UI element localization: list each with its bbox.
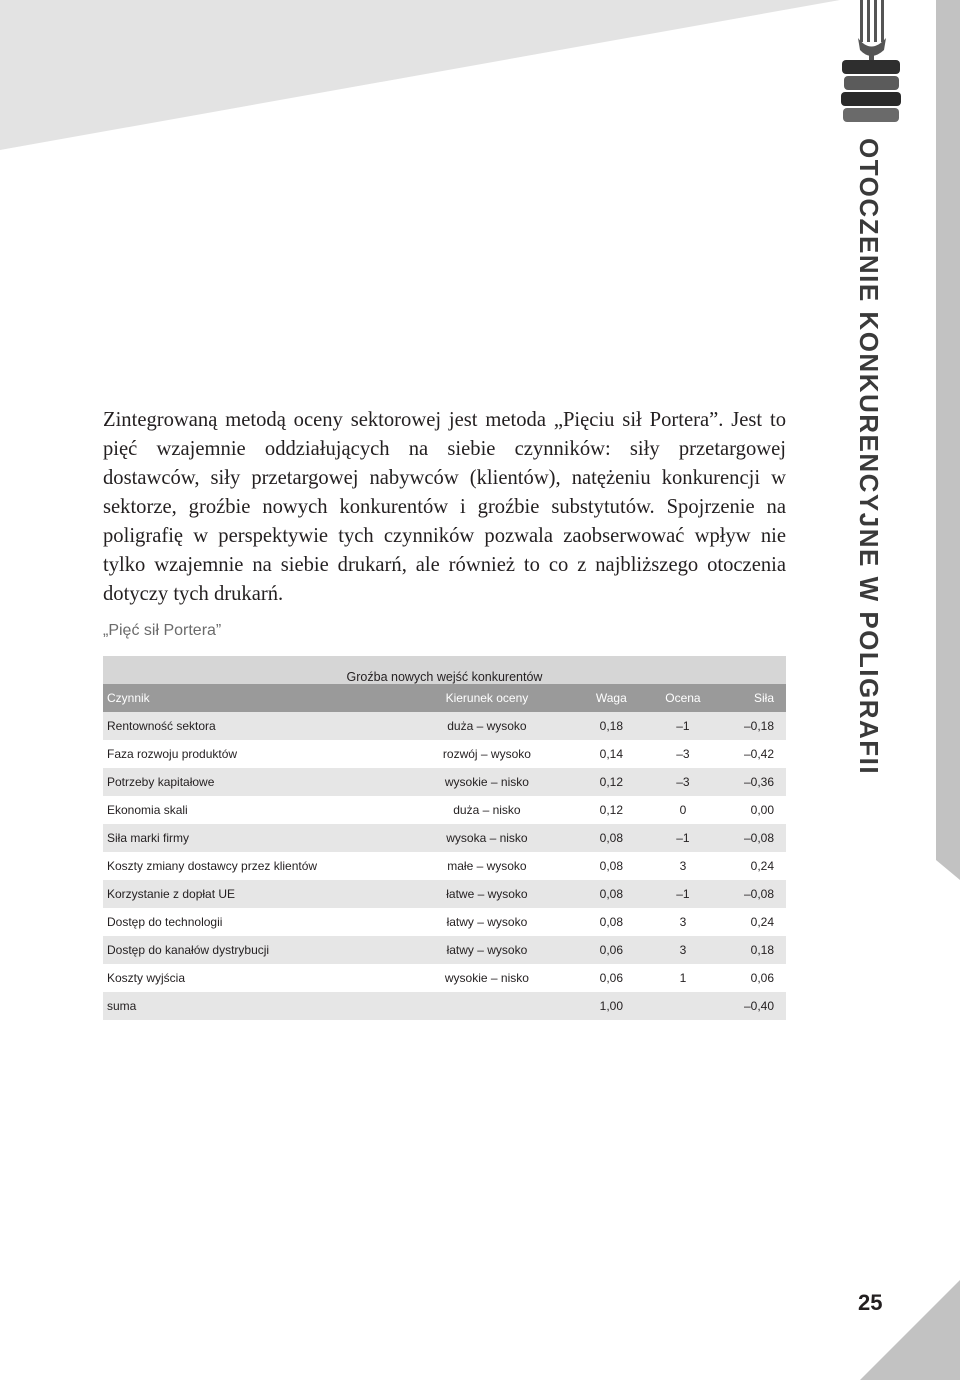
cell-weight: 0,08 xyxy=(599,859,624,873)
cell-factor: Dostęp do technologii xyxy=(107,915,223,929)
cell-factor: Koszty wyjścia xyxy=(107,971,186,985)
cell-strength: 0,06 xyxy=(750,971,774,985)
cell-rating: 3 xyxy=(649,936,716,964)
sum-direction xyxy=(401,992,574,1020)
cell-factor: Faza rozwoju produktów xyxy=(107,747,238,761)
cell-weight: 0,08 xyxy=(573,824,649,852)
cell-factor: Korzystanie z dopłat UE xyxy=(103,880,401,908)
table-caption-row xyxy=(103,656,786,684)
cell-strength: 0,18 xyxy=(716,936,786,964)
corner-decoration xyxy=(0,0,840,150)
cell-rating: 3 xyxy=(679,915,687,929)
cell-rating: 0 xyxy=(679,803,687,817)
cell-factor: Ekonomia skali xyxy=(107,803,188,817)
cell-weight: 0,14 xyxy=(599,747,624,761)
cell-weight: 0,06 xyxy=(573,936,649,964)
cell-weight: 0,12 xyxy=(573,768,649,796)
cell-weight: 0,06 xyxy=(599,971,624,985)
cell-direction: łatwy – wysoko xyxy=(401,936,574,964)
cell-rating: –1 xyxy=(649,824,716,852)
sum-weight: 1,00 xyxy=(573,992,649,1020)
cell-direction: łatwe – wysoko xyxy=(401,880,574,908)
cell-rating: –1 xyxy=(649,880,716,908)
header-rating: Ocena xyxy=(649,684,716,712)
cell-strength: 0,00 xyxy=(750,803,774,817)
table-row xyxy=(103,824,786,852)
cell-rating: 3 xyxy=(679,859,687,873)
cell-strength: 0,24 xyxy=(750,915,774,929)
table-sum-row xyxy=(103,992,786,1020)
running-title: OTOCZENIE KONKURENCYJNE W POLIGRAFII xyxy=(854,138,884,776)
cell-direction: rozwój – wysoko xyxy=(442,747,531,761)
table-row xyxy=(103,712,786,740)
cell-rating: –3 xyxy=(649,768,716,796)
cell-direction: wysokie – nisko xyxy=(401,768,574,796)
table-row xyxy=(103,936,786,964)
cell-direction: wysoka – nisko xyxy=(401,824,574,852)
table-row xyxy=(103,880,786,908)
page-number: 25 xyxy=(858,1290,883,1315)
cell-weight: 0,08 xyxy=(599,915,624,929)
cell-strength: –0,18 xyxy=(716,712,786,740)
cell-factor: Potrzeby kapitałowe xyxy=(103,768,401,796)
cell-weight: 0,08 xyxy=(573,880,649,908)
table-row xyxy=(103,740,786,768)
table-row xyxy=(103,852,786,880)
table-caption: Groźba nowych wejść konkurentów xyxy=(103,656,786,684)
cell-factor: Dostęp do kanałów dystrybucji xyxy=(103,936,401,964)
cell-strength: –0,08 xyxy=(716,880,786,908)
cell-rating: –3 xyxy=(676,747,690,761)
header-direction: Kierunek oceny xyxy=(401,684,574,712)
table-row xyxy=(103,768,786,796)
fork-logo-icon xyxy=(838,0,904,130)
cell-rating: 1 xyxy=(679,971,687,985)
cell-factor: Siła marki firmy xyxy=(103,824,401,852)
cell-direction: małe – wysoko xyxy=(447,859,527,873)
table-header-row xyxy=(103,684,786,712)
porter-table xyxy=(103,656,786,1020)
cell-strength: 0,24 xyxy=(750,859,774,873)
cell-weight: 0,18 xyxy=(573,712,649,740)
sum-label: suma xyxy=(103,992,401,1020)
header-factor: Czynnik xyxy=(103,684,401,712)
section-heading: „Pięć sił Portera” xyxy=(103,622,222,639)
table-row xyxy=(103,908,786,936)
cell-direction: duża – nisko xyxy=(453,803,521,817)
cell-strength: –0,08 xyxy=(716,824,786,852)
cell-factor: Koszty zmiany dostawcy przez klientów xyxy=(107,859,318,873)
table-row xyxy=(103,796,786,824)
header-strength: Siła xyxy=(716,684,786,712)
sum-rating xyxy=(649,992,716,1020)
cell-direction: wysokie – nisko xyxy=(444,971,529,985)
cell-strength: –0,42 xyxy=(743,747,774,761)
cell-strength: –0,36 xyxy=(716,768,786,796)
cell-direction: duża – wysoko xyxy=(401,712,574,740)
intro-paragraph: Zintegrowaną metodą oceny sektorowej jest metoda „Pięciu sił Portera”. Jest to pięć wzajemnie oddziałujących na siebie czynników: siły przetargowej dostawców, siły przetargowej nabywców (klientów), natężeniu konkurencji w sektorze, groźbie nowych konkurentów i groźbie substytutów. Spojrzenie na poligrafię w perspektywie tych czynników pozwala zaobserwować wpływ nie tylko wzajemnie na siebie drukarń, ale również to co z najbliższego otoczenia dotyczy tych drukarń. xyxy=(103,409,786,605)
cell-weight: 0,12 xyxy=(599,803,624,817)
header-weight: Waga xyxy=(573,684,649,712)
cell-factor: Rentowność sektora xyxy=(103,712,401,740)
cell-direction: łatwy – wysoko xyxy=(446,915,528,929)
table-row xyxy=(103,964,786,992)
cell-rating: –1 xyxy=(649,712,716,740)
sum-strength: –0,40 xyxy=(716,992,786,1020)
side-band xyxy=(900,0,960,880)
